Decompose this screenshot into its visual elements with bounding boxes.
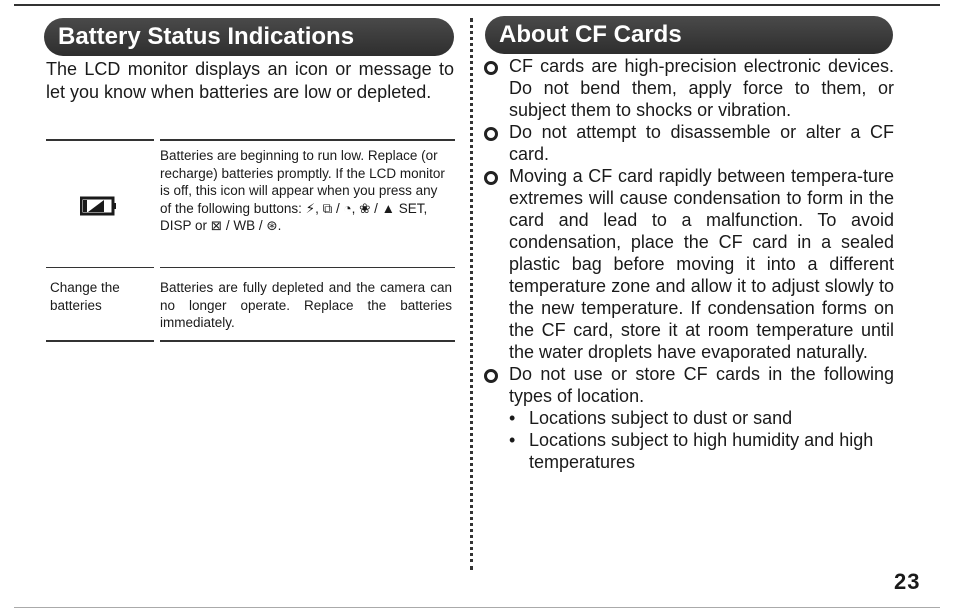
list-item: [484, 165, 894, 363]
column-separator: [470, 18, 473, 570]
page-number: 23: [894, 569, 921, 594]
sub-list-item: • Locations subject to dust or sand: [509, 407, 894, 429]
cf-cards-heading: About CF Cards: [485, 16, 893, 54]
bullet-text: CF cards are high-precision electronic devices. Do not bend them, apply force to them, or subject them to shocks or vibration.: [509, 56, 894, 120]
bullet-circle-icon: [484, 171, 498, 185]
list-item: [484, 121, 894, 165]
battery-status-heading: Battery Status Indications: [44, 18, 454, 56]
change-batteries-label: Change the batteries: [50, 280, 120, 313]
bullet-circle-icon: [484, 369, 498, 383]
bottom-rule: [14, 607, 940, 608]
list-item: [484, 363, 894, 473]
battery-low-description: Batteries are beginning to run low. Replace (or recharge) batteries promptly. If the LCD monitor is off, this icon will appear when you press any of the following buttons: ⚡, ⧉ / ◔, ❀ / ▲ SET, DISP or ⊠ / WB / ⊛.: [160, 148, 445, 233]
sub-list-item: • Locations subject to high humidity and high temperatures: [509, 429, 894, 473]
bullet-circle-icon: [484, 61, 498, 75]
location-sub-list: [509, 407, 894, 473]
table-top-rule-left: [46, 139, 154, 141]
bullet-text: Moving a CF card rapidly between tempera-ture extremes will cause condensation to form in the card and lead to a malfunction. To avoid condensation, place the CF card in a sealed plastic bag before moving it into a different temperature zone and allow it to adjust slowly to the new temperature. If condensation forms on the CF card, store it at room temperature until the water droplets have evaporated naturally.: [509, 166, 894, 362]
cf-cards-bullet-list: [484, 55, 894, 473]
table-mid-rule-left: [46, 267, 154, 268]
table-top-rule-right: [160, 139, 455, 141]
battery-intro-text: The LCD monitor displays an icon or message to let you know when batteries are low or depleted.: [46, 59, 454, 102]
top-rule: [14, 4, 940, 6]
table-bottom-rule-right: [160, 340, 455, 342]
table-mid-rule-right: [160, 267, 455, 268]
bullet-circle-icon: [484, 127, 498, 141]
list-item: [484, 55, 894, 121]
bullet-text: Do not use or store CF cards in the following types of location.: [509, 364, 894, 406]
battery-low-icon: [80, 196, 116, 216]
table-bottom-rule-left: [46, 340, 154, 342]
bullet-text: Do not attempt to disassemble or alter a CF card.: [509, 122, 894, 164]
batteries-depleted-description: Batteries are fully depleted and the camera can no longer operate. Replace the batteries immediately.: [160, 280, 452, 330]
